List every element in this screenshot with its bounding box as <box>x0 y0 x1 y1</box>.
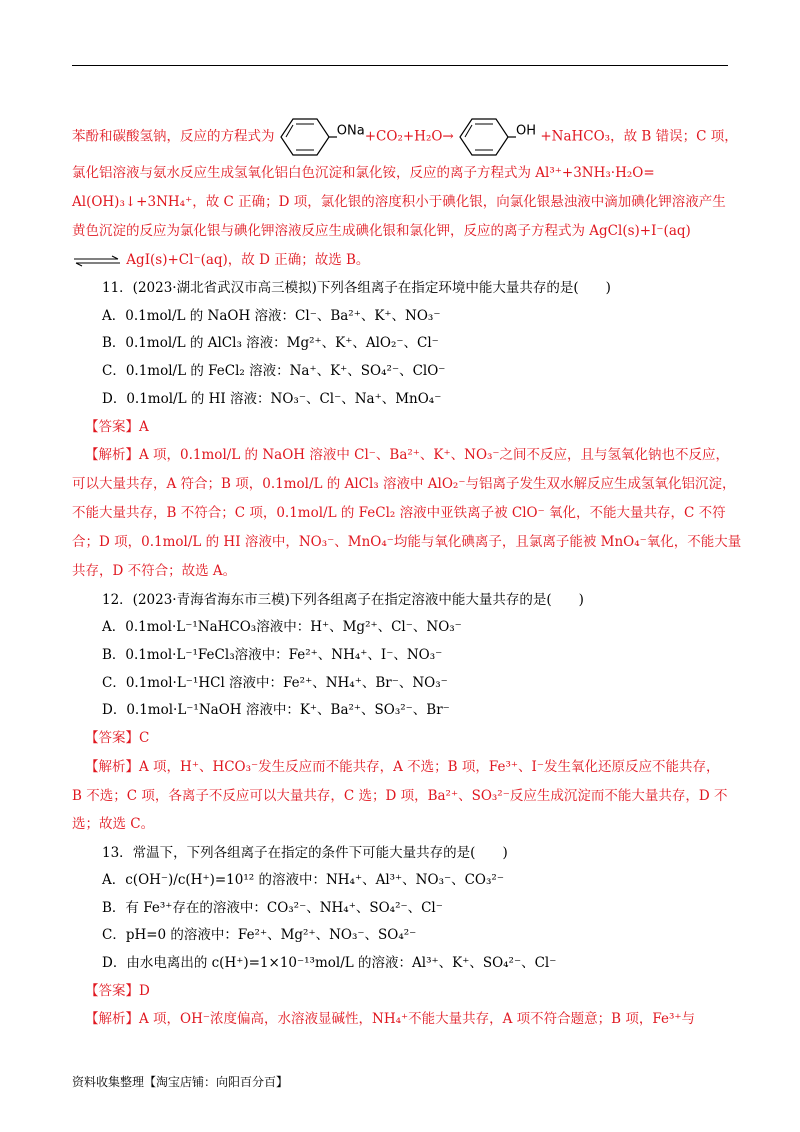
question-13-answer: 【答案】D <box>85 983 150 999</box>
explain-text: AgI(s)+Cl⁻(aq)，故 D 正确；故选 B。 <box>126 252 370 268</box>
question-12-explain-3: 选；故选 C。 <box>72 816 155 832</box>
oh-label: OH <box>516 123 537 139</box>
question-11-option-a: A．0.1mol/L 的 NaOH 溶液：Cl⁻、Ba²⁺、K⁺、NO₃⁻ <box>102 308 441 324</box>
question-11-explain-1: 【解析】A 项，0.1mol/L 的 NaOH 溶液中 Cl⁻、Ba²⁺、K⁺、NO₃⁻之间不反应，且与氢氧化钠也不反应， <box>85 447 730 463</box>
question-12-option-b: B．0.1mol·L⁻¹FeCl₃溶液中：Fe²⁺、NH₄⁺、I⁻、NO₃⁻ <box>102 647 443 663</box>
question-11-stem: 11．(2023·湖北省武汉市高三模拟)下列各组离子在指定环境中能大量共存的是( ) <box>102 280 611 296</box>
page-footer: 资料收集整理【淘宝店铺：向阳百分百】 <box>72 1075 289 1089</box>
question-12-option-a: A．0.1mol·L⁻¹NaHCO₃溶液中：H⁺、Mg²⁺、Cl⁻、NO₃⁻ <box>102 619 462 635</box>
question-11-option-c: C．0.1mol/L 的 FeCl₂ 溶液：Na⁺、K⁺、SO₄²⁻、ClO⁻ <box>102 363 446 379</box>
question-13-option-c: C．pH=0 的溶液中：Fe²⁺、Mg²⁺、NO₃⁻、SO₄²⁻ <box>102 927 417 943</box>
explain-line-5 <box>72 250 369 270</box>
question-13-option-b: B．有 Fe³⁺存在的溶液中：CO₃²⁻、NH₄⁺、SO₄²⁻、Cl⁻ <box>102 900 443 916</box>
question-12-explain-2: B 不选；C 项，各离子不反应可以大量共存，C 选；D 项，Ba²⁺、SO₃²⁻反应生成沉淀而不能大量共存，D 不 <box>72 788 728 804</box>
question-11-option-b: B．0.1mol/L 的 AlCl₃ 溶液：Mg²⁺、K⁺、AlO₂⁻、Cl⁻ <box>102 335 439 351</box>
explain-line-2: 氯化铝溶液与氨水反应生成氢氧化铝白色沉淀和氯化铵，反应的离子方程式为 Al³⁺+3NH₃·H₂O= <box>72 165 655 181</box>
question-13-stem: 13．常温下，下列各组离子在指定的条件下可能大量共存的是( ) <box>102 845 508 861</box>
question-12-option-d: D．0.1mol·L⁻¹NaOH 溶液中：K⁺、Ba²⁺、SO₃²⁻、Br⁻ <box>102 702 450 718</box>
explain-line-1 <box>72 115 738 159</box>
explain-line-4: 黄色沉淀的反应为氯化银与碘化钾溶液反应生成碘化银和氯化钾，反应的离子方程式为 AgCl(s)+I⁻(aq) <box>72 223 691 239</box>
question-12-explain-1: 【解析】A 项，H⁺、HCO₃⁻发生反应而不能共存，A 不选；B 项，Fe³⁺、I⁻发生氧化还原反应不能共存， <box>85 759 720 775</box>
phenoxide-ring-icon <box>279 115 337 159</box>
explain-text: +CO₂+H₂O→ <box>364 128 454 145</box>
question-11-explain-5: 共存，D 不符合；故选 A。 <box>72 563 237 579</box>
question-12-answer: 【答案】C <box>85 730 150 746</box>
question-11-explain-2: 可以大量共存，A 符合；B 项，0.1mol/L 的 AlCl₃ 溶液中 AlO₂⁻与铝离子发生双水解反应生成氢氧化铝沉淀， <box>72 476 736 492</box>
header-rule <box>72 65 728 66</box>
question-13-option-d: D．由水电离出的 c(H⁺)=1×10⁻¹³mol/L 的溶液：Al³⁺、K⁺、SO₄²⁻、Cl⁻ <box>102 955 557 971</box>
question-13-explain-1: 【解析】A 项，OH⁻浓度偏高，水溶液显碱性，NH₄⁺不能大量共存，A 项不符合题意；B 项，Fe³⁺与 <box>85 1011 696 1027</box>
explain-text: +NaHCO₃，故 B 错误；C 项， <box>540 128 738 145</box>
phenol-ring-icon <box>458 115 516 159</box>
explain-line-3: Al(OH)₃↓+3NH₄⁺，故 C 正确；D 项，氯化银的溶度积小于碘化银，向氯化银悬浊液中滴加碘化钾溶液产生 <box>72 194 726 210</box>
explain-text: 苯酚和碳酸氢钠，反应的方程式为 <box>72 128 275 145</box>
equilibrium-arrow-icon <box>72 255 122 267</box>
question-11-option-d: D．0.1mol/L 的 HI 溶液：NO₃⁻、Cl⁻、Na⁺、MnO₄⁻ <box>102 391 442 407</box>
question-11-answer: 【答案】A <box>85 419 149 435</box>
question-11-explain-3: 不能大量共存，B 不符合；C 项，0.1mol/L 的 FeCl₂ 溶液中亚铁离子被 ClO⁻ 氧化，不能大量共存，C 不符 <box>72 505 726 521</box>
question-13-option-a: A．c(OH⁻)/c(H⁺)=10¹² 的溶液中：NH₄⁺、Al³⁺、NO₃⁻、CO₃²⁻ <box>102 872 504 888</box>
question-12-stem: 12．(2023·青海省海东市三模)下列各组离子在指定溶液中能大量共存的是( ) <box>102 592 584 608</box>
question-11-explain-4: 合；D 项，0.1mol/L 的 HI 溶液中，NO₃⁻、MnO₄⁻均能与氧化碘离子，且氯离子能被 MnO₄⁻氧化，不能大量 <box>72 534 742 550</box>
ona-label: ONa <box>336 123 365 139</box>
question-12-option-c: C．0.1mol·L⁻¹HCl 溶液中：Fe²⁺、NH₄⁺、Br⁻、NO₃⁻ <box>102 675 448 691</box>
